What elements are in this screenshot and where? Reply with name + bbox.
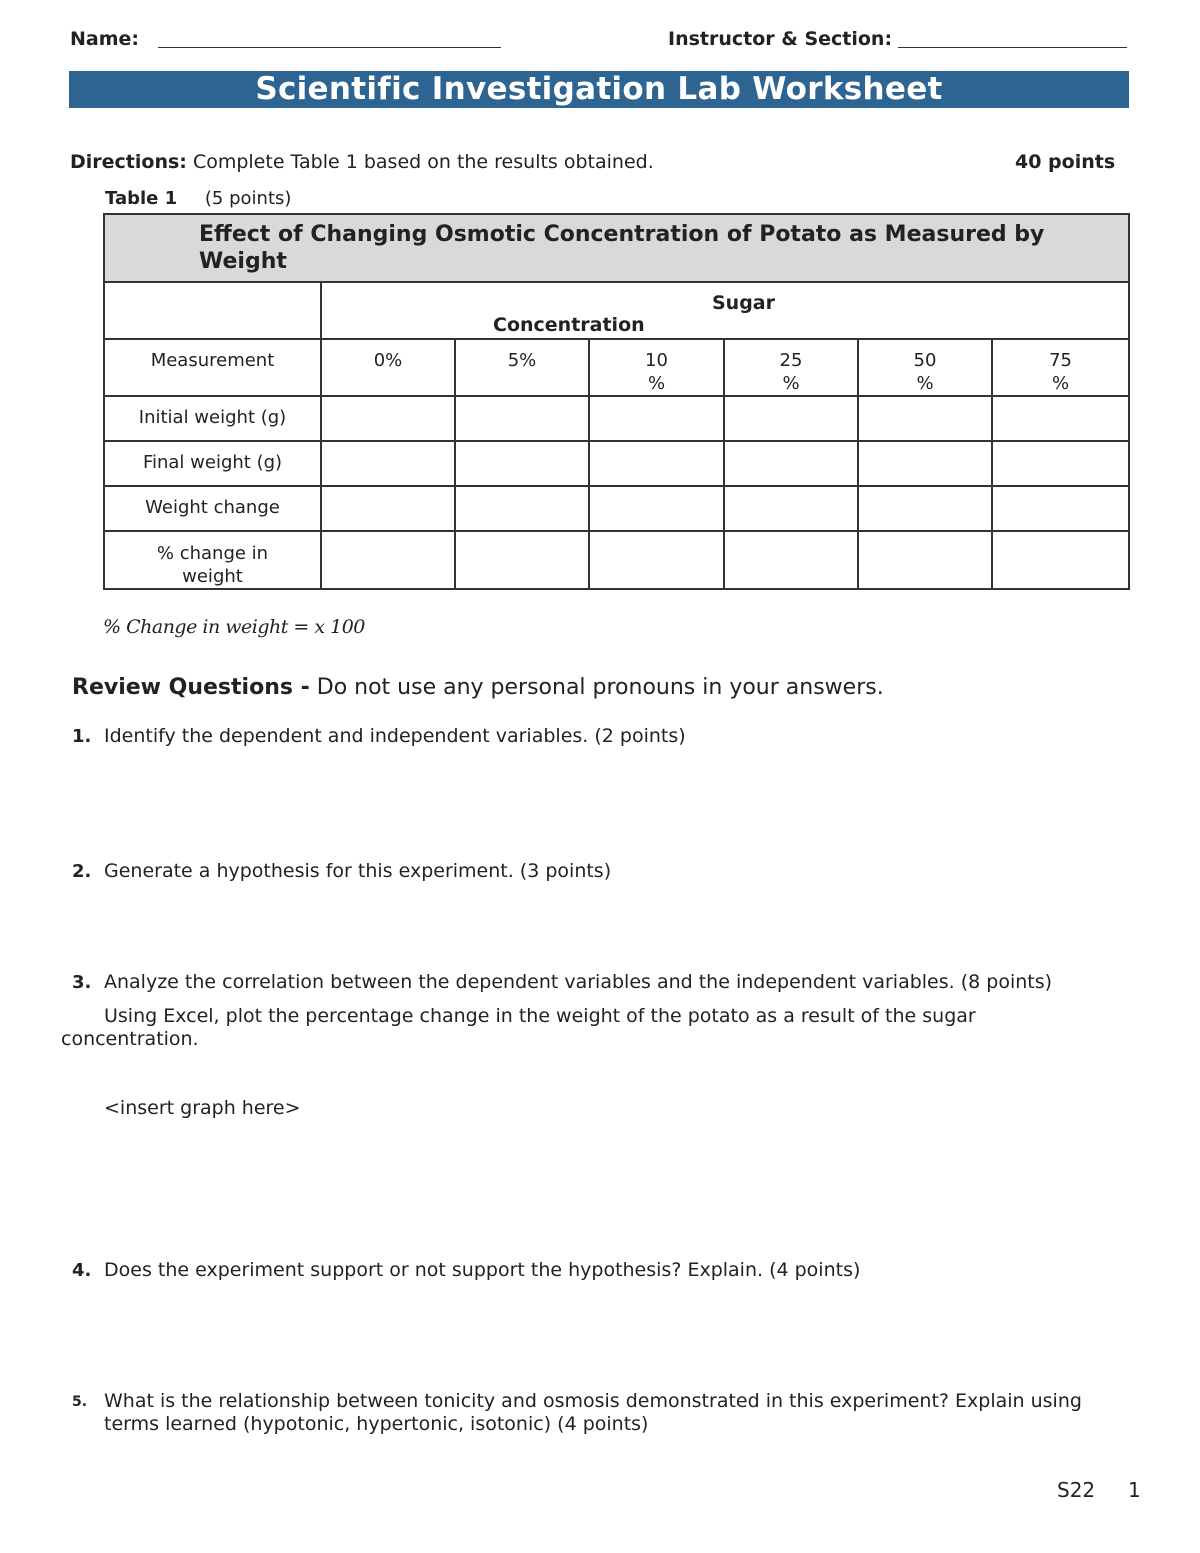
conc-header: 10 % (589, 339, 724, 396)
question-number: 5. (72, 1394, 88, 1410)
conc-header: 5% (455, 339, 589, 396)
table-caption (105, 188, 291, 209)
data-cell[interactable] (321, 531, 455, 589)
footer-code: S22 (1057, 1478, 1096, 1502)
question-1-text: Identify the dependent and independent variables. (2 points) (104, 725, 686, 747)
data-cell[interactable] (858, 486, 992, 531)
row-label: Weight change (104, 486, 321, 531)
conc-header: 0% (321, 339, 455, 396)
data-cell[interactable] (589, 396, 724, 441)
question-number: 3. (72, 972, 92, 993)
measurement-header: Measurement (104, 339, 321, 396)
directions-label: Directions: (70, 151, 187, 173)
table-label: Table 1 (105, 188, 178, 209)
question-number: 1. (72, 726, 92, 747)
review-questions-heading (72, 675, 884, 700)
results-table (103, 213, 1130, 590)
data-cell[interactable] (992, 396, 1129, 441)
review-instructions: Do not use any personal pronouns in your answers. (316, 675, 884, 700)
sugar-concentration-header (321, 282, 1129, 339)
row-label: Final weight (g) (104, 441, 321, 486)
row-label: % change in weight (104, 531, 321, 589)
data-cell[interactable] (858, 531, 992, 589)
conc-header: 25 % (724, 339, 858, 396)
graph-placeholder[interactable]: <insert graph here> (104, 1097, 301, 1119)
conc-header: 50 % (858, 339, 992, 396)
total-points: 40 points (1015, 151, 1116, 173)
blank-header-cell (104, 282, 321, 339)
data-cell[interactable] (992, 441, 1129, 486)
data-cell[interactable] (455, 396, 589, 441)
data-cell[interactable] (589, 531, 724, 589)
question-5-text: What is the relationship between tonicity and osmosis demonstrated in this experiment? Explain using terms learned (hypotonic, hypertonic, isotonic) (4 points) (104, 1390, 1082, 1435)
table-row (104, 441, 1129, 486)
table-row (104, 531, 1129, 589)
question-number: 4. (72, 1260, 92, 1281)
name-field[interactable] (158, 47, 501, 48)
data-cell[interactable] (724, 486, 858, 531)
data-cell[interactable] (724, 441, 858, 486)
group-header-line1: Sugar (712, 292, 776, 314)
data-cell[interactable] (992, 486, 1129, 531)
directions (70, 151, 654, 173)
page-number: 1 (1128, 1478, 1141, 1502)
data-cell[interactable] (724, 396, 858, 441)
data-cell[interactable] (321, 441, 455, 486)
question-4-text: Does the experiment support or not support the hypothesis? Explain. (4 points) (104, 1259, 861, 1281)
instructor-section-label: Instructor & Section: (668, 28, 893, 50)
data-cell[interactable] (321, 486, 455, 531)
table-points: (5 points) (204, 188, 292, 209)
data-cell[interactable] (992, 531, 1129, 589)
data-cell[interactable] (455, 441, 589, 486)
data-cell[interactable] (589, 486, 724, 531)
table-row (104, 486, 1129, 531)
data-cell[interactable] (858, 396, 992, 441)
conc-header: 75 % (992, 339, 1129, 396)
data-cell[interactable] (455, 486, 589, 531)
table-title: Effect of Changing Osmotic Concentration of Potato as Measured by Weight (104, 214, 1129, 282)
question-number: 2. (72, 861, 92, 882)
question-3-text: Analyze the correlation between the dependent variables and the independent variables. (8 points) (104, 971, 1053, 993)
data-cell[interactable] (455, 531, 589, 589)
question-3-instructions: Using Excel, plot the percentage change in the weight of the potato as a result of the sugar concentration. (61, 1005, 976, 1050)
page-title: Scientific Investigation Lab Worksheet (69, 71, 1129, 108)
review-label: Review Questions - (72, 675, 310, 700)
data-cell[interactable] (321, 396, 455, 441)
question-2-text: Generate a hypothesis for this experiment. (3 points) (104, 860, 612, 882)
table-row (104, 396, 1129, 441)
instructor-section-field[interactable] (898, 47, 1127, 48)
name-label: Name: (70, 28, 140, 50)
data-cell[interactable] (724, 531, 858, 589)
data-cell[interactable] (589, 441, 724, 486)
percent-change-formula: % Change in weight = x 100 (103, 616, 365, 638)
header-row (104, 339, 1129, 396)
data-cell[interactable] (858, 441, 992, 486)
group-header-line2: Concentration (493, 314, 645, 336)
directions-text: Complete Table 1 based on the results obtained. (192, 151, 654, 173)
row-label: Initial weight (g) (104, 396, 321, 441)
